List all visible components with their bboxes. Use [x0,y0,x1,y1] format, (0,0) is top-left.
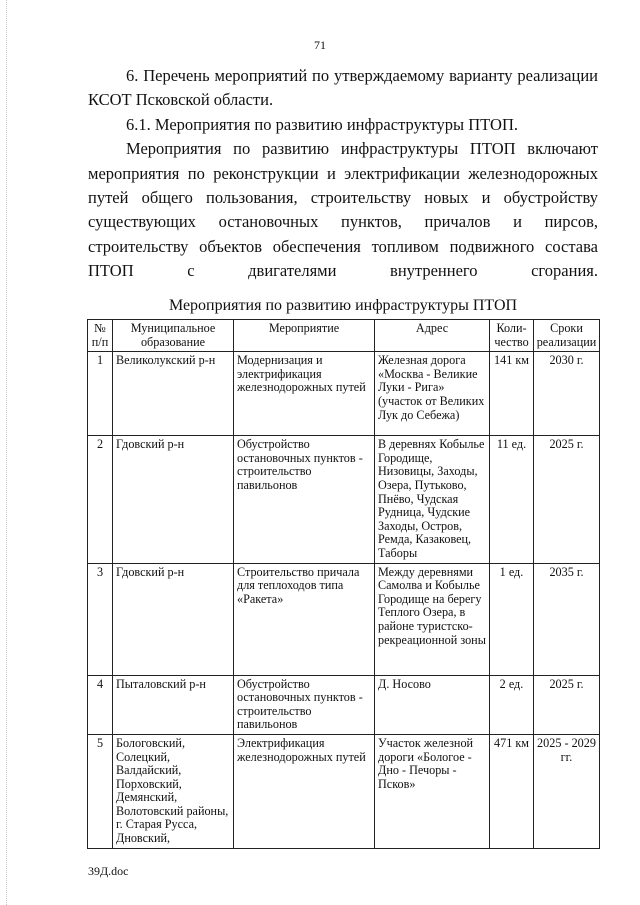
cell-number: 1 [88,352,113,436]
intro-paragraph: Мероприятия по развитию инфраструктуры ПТОП включают мероприятия по реконструкции и электрификации железнодорожных путей общего пользования, строительству новых и обустройству существующих остановочных пунктов, причалов и пирсов, строительству объектов обеспечения топливом подвижного состава ПТОП с двигателями внутреннего сгорания. [88,139,598,281]
document-footer: 39Д.doc [88,864,129,878]
cell-term: 2025 г. [534,675,600,734]
document-body [88,64,598,284]
column-header-quantity: Коли-чество [490,320,534,352]
column-header-term: Сроки реализации [534,320,600,352]
cell-municipality: Гдовский р-н [113,563,234,675]
table-title: Мероприятия по развитию инфраструктуры ПТОП [168,297,518,314]
cell-term: 2025 г. [534,436,600,563]
cell-municipality: Гдовский р-н [113,436,234,563]
cell-number: 2 [88,436,113,563]
cell-quantity: 141 км [490,352,534,436]
cell-measure: Обустройство остановочных пунктов - строительство павильонов [234,675,375,734]
cell-measure: Электрификация железнодорожных путей [234,734,375,848]
subsection-heading: 6.1. Мероприятия по развитию инфраструктуры ПТОП. [126,114,518,134]
column-header-address: Адрес [375,320,490,352]
cell-measure: Строительство причала для теплоходов типа «Ракета» [234,563,375,675]
cell-term: 2035 г. [534,563,600,675]
cell-quantity: 1 ед. [490,563,534,675]
section-heading: 6. Перечень мероприятий по утверждаемому варианту реализации КСОТ Псковской области. [88,66,598,110]
table-header-row [88,320,600,352]
cell-measure: Модернизация и электрификация железнодорожных путей [234,352,375,436]
cell-address: Участок железной дороги «Бологое - Дно - Печоры - Псков» [375,734,490,848]
table-row [88,352,600,436]
cell-municipality: Бологовский, Солецкий, Валдайский, Порховский, Демянский, Волотовский районы, г. Старая Русса, Дновский, [113,734,234,848]
cell-quantity: 2 ед. [490,675,534,734]
left-page-edge [0,0,7,905]
column-header-municipality: Муниципальное образование [113,320,234,352]
table-row [88,436,600,563]
cell-municipality: Великолукский р-н [113,352,234,436]
table-row [88,734,600,848]
cell-quantity: 11 ед. [490,436,534,563]
cell-term: 2030 г. [534,352,600,436]
column-header-measure: Мероприятие [234,320,375,352]
column-header-number: № п/п [88,320,113,352]
cell-number: 5 [88,734,113,848]
cell-number: 4 [88,675,113,734]
cell-address: Д. Носово [375,675,490,734]
table-row [88,563,600,675]
cell-address: В деревнях Кобылье Городище, Низовицы, Заходы, Озера, Путьково, Пнёво, Чудская Рудница, Чудские Заходы, Остров, Ремда, Казаковец, Таборы [375,436,490,563]
cell-address: Железная дорога «Москва - Великие Луки - Рига» (участок от Великих Лук до Себежа) [375,352,490,436]
cell-address: Между деревнями Самолва и Кобылье Городище на берегу Теплого Озера, в районе туристско-рекреационной зоны [375,563,490,675]
cell-quantity: 471 км [490,734,534,848]
page-number: 71 [314,38,326,52]
cell-municipality: Пыталовский р-н [113,675,234,734]
measures-table [87,319,600,849]
cell-term: 2025 - 2029 гг. [534,734,600,848]
cell-number: 3 [88,563,113,675]
cell-measure: Обустройство остановочных пунктов - строительство павильонов [234,436,375,563]
table-row [88,675,600,734]
